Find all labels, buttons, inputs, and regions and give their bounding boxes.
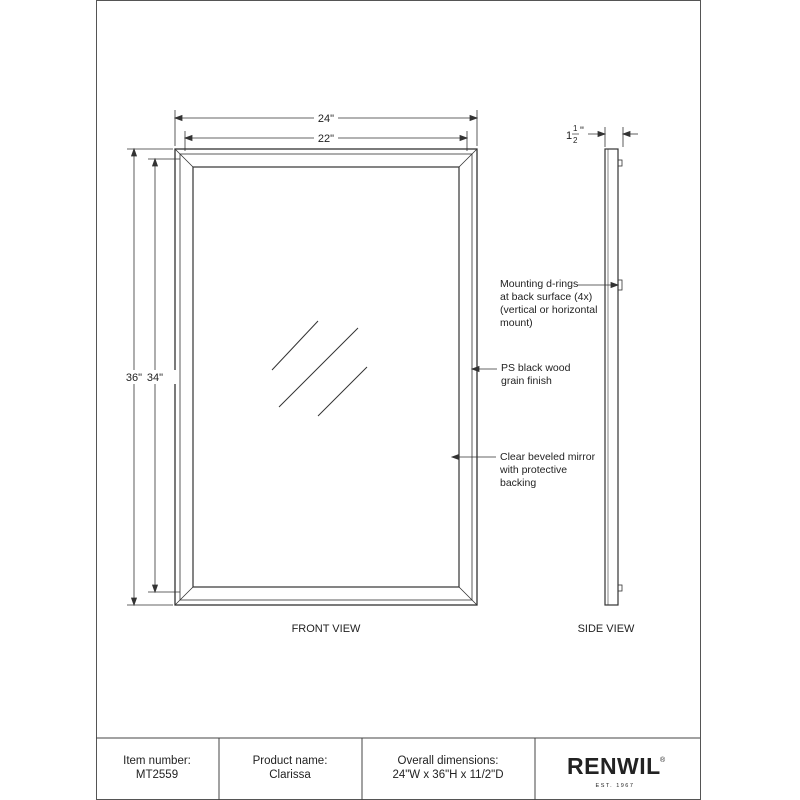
outer-height-label: 36" [125, 372, 143, 384]
inner-width-label: 22" [317, 133, 335, 145]
side-view [605, 149, 622, 605]
mounting-callout-leader [577, 283, 618, 288]
depth-denominator: 2 [573, 136, 578, 145]
front-view-title: FRONT VIEW [291, 623, 361, 635]
frame-outer [175, 149, 477, 605]
renwil-logo [567, 753, 666, 789]
frame-mid [180, 154, 472, 600]
product-name-value: Clarissa [269, 769, 311, 781]
inner-height-label: 34" [146, 372, 164, 384]
brand-name: RENWIL [567, 753, 661, 779]
mirror-reflection-lines [272, 321, 367, 416]
side-view-title: SIDE VIEW [577, 623, 635, 635]
mirror-callout-leader [452, 455, 496, 460]
overall-dimensions-label: Overall dimensions: [397, 755, 499, 767]
outer-width-label: 24" [317, 113, 335, 125]
depth-whole: 1 [566, 130, 573, 142]
sheet-border [97, 1, 701, 800]
depth-dimension [588, 127, 638, 147]
item-number-value: MT2559 [135, 769, 179, 781]
depth-numerator: 1 [573, 124, 578, 133]
brand-tagline: EST. 1967 [595, 783, 635, 789]
brand-registered: ® [660, 757, 666, 764]
depth-unit: " [580, 125, 584, 137]
side-profile [605, 149, 618, 605]
mirror-callout: Clear beveled mirror with protective backing [500, 451, 596, 489]
finish-callout: PS black wood grain finish [501, 362, 571, 387]
front-view [175, 149, 477, 605]
mirror-glass [193, 167, 459, 587]
product-name-label: Product name: [252, 755, 328, 767]
mounting-callout: Mounting d-rings at back surface (4x) (vertical or horizontal mount) [500, 278, 598, 329]
frame-bevel-lines [175, 149, 477, 605]
overall-dimensions-value: 24"W x 36"H x 11/2"D [392, 769, 504, 781]
item-number-label: Item number: [123, 755, 191, 767]
finish-callout-leader [472, 367, 497, 372]
